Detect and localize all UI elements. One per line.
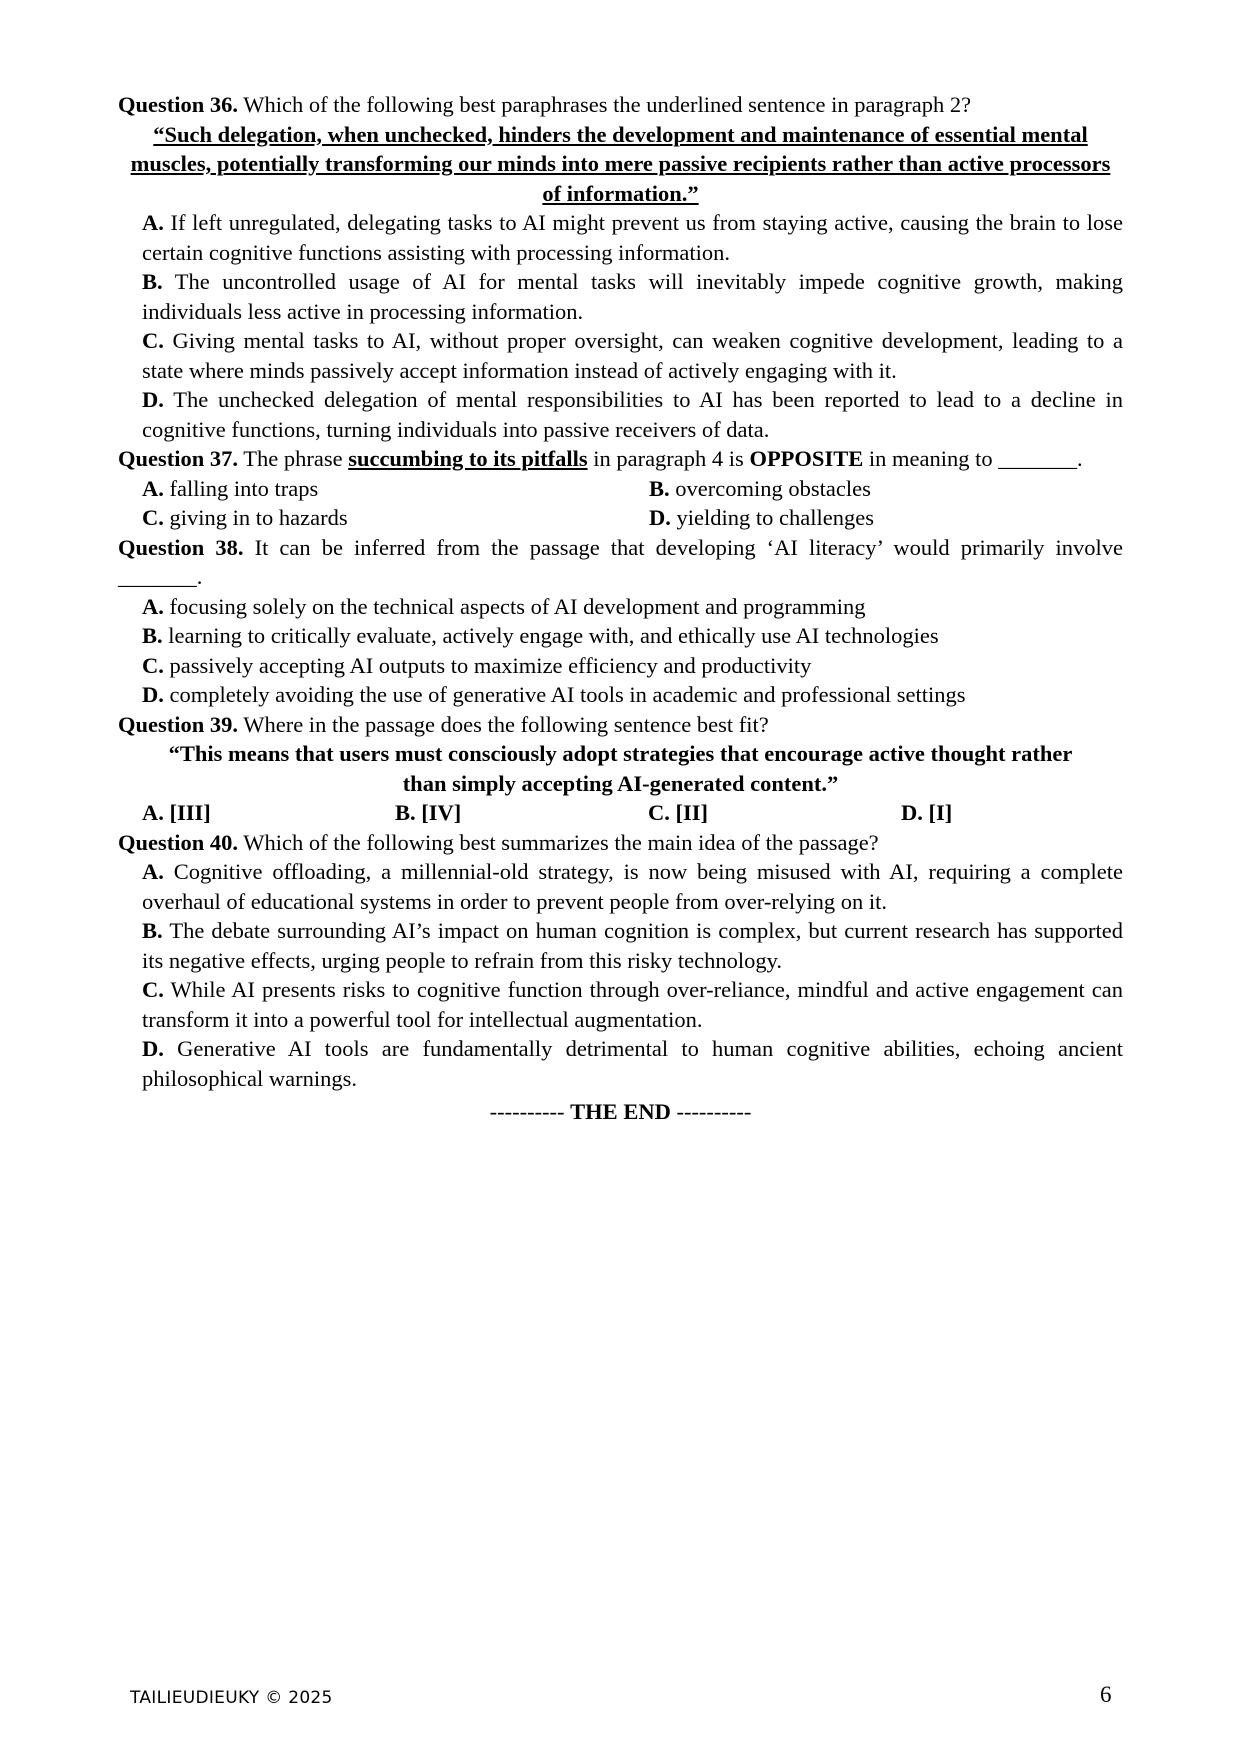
end-dashes-right: ---------- xyxy=(670,1099,752,1124)
question-37-options xyxy=(142,474,1123,533)
question-36-option-d xyxy=(142,385,1123,444)
question-40-option-b xyxy=(142,916,1123,975)
question-36-text: Which of the following best paraphrases the underlined sentence in paragraph 2? xyxy=(238,92,972,117)
option-text: overcoming obstacles xyxy=(669,475,871,501)
question-37-text-before: The phrase xyxy=(238,446,349,471)
question-38 xyxy=(118,533,1123,592)
page-number: 6 xyxy=(1100,1682,1112,1707)
option-letter: A. xyxy=(142,593,164,619)
question-39-quote: “This means that users must consciously adopt strategies that encourage active thought rather than simply accepting AI-generated content.” xyxy=(168,741,1073,796)
question-37-option-d xyxy=(649,503,1129,533)
option-letter: A. xyxy=(142,475,164,501)
question-37-text-mid: in paragraph 4 is xyxy=(587,446,750,471)
question-37 xyxy=(118,444,1123,474)
option-letter: C. xyxy=(142,328,164,353)
question-39-text: Where in the passage does the following sentence best fit? xyxy=(238,711,769,737)
question-36-label: Question 36. xyxy=(118,92,239,117)
option-letter: D. xyxy=(142,682,164,707)
question-39 xyxy=(118,710,1123,740)
question-36-option-c xyxy=(142,326,1123,385)
end-label: THE END xyxy=(570,1099,671,1124)
question-37-option-c xyxy=(142,503,649,533)
question-40-label: Question 40. xyxy=(118,829,239,855)
option-letter: C. xyxy=(142,652,164,678)
option-letter: D. xyxy=(649,505,671,530)
option-text: Giving mental tasks to AI, without proper oversight, can weaken cognitive development, leading to a state where minds passively accept information instead of actively engaging with it. xyxy=(142,328,1123,383)
option-text: The debate surrounding AI’s impact on human cognition is complex, but current research has supported its negative effects, urging people to refrain from this risky technology. xyxy=(142,918,1123,973)
option-text: The unchecked delegation of mental responsibilities to AI has been reported to lead to a decline in cognitive functions, turning individuals into passive receivers of data. xyxy=(142,387,1123,442)
option-letter: B. xyxy=(142,269,163,294)
option-text: focusing solely on the technical aspects of AI development and programming xyxy=(163,593,866,619)
question-39-options xyxy=(142,798,1123,828)
footer-source: TAILIEUDIEUKY © 2025 xyxy=(130,1688,333,1708)
option-letter: B. xyxy=(142,623,163,648)
option-letter: A. xyxy=(142,210,164,235)
question-36-option-a xyxy=(142,208,1123,267)
question-36-quote-text: “Such delegation, when unchecked, hinders the development and maintenance of essential mental muscles, potentially transforming our minds into mere passive recipients rather than active processors of information.” xyxy=(130,121,1111,206)
question-38-option-b xyxy=(142,621,1123,651)
question-39-option-c: C. [II] xyxy=(648,800,708,825)
document-page xyxy=(118,90,1123,1149)
question-39-option-b: B. [IV] xyxy=(395,800,462,825)
option-text: yielding to challenges xyxy=(670,505,874,530)
question-36-quote xyxy=(124,120,1117,209)
option-letter: C. xyxy=(142,977,164,1002)
option-text: While AI presents risks to cognitive function through over-reliance, mindful and active engagement can transform it into a powerful tool for intellectual augmentation. xyxy=(142,977,1123,1032)
option-text: giving in to hazards xyxy=(163,505,348,530)
option-letter: C. xyxy=(142,505,164,530)
option-letter: D. xyxy=(142,1036,164,1061)
option-text: completely avoiding the use of generative AI tools in academic and professional settings xyxy=(163,682,966,707)
question-40-option-d xyxy=(142,1034,1123,1093)
question-38-option-c xyxy=(142,651,1123,681)
question-37-underlined-phrase: succumbing to its pitfalls xyxy=(348,446,588,471)
question-37-emphasis: OPPOSITE xyxy=(749,446,864,471)
question-40-option-a xyxy=(142,857,1123,916)
question-38-text: It can be inferred from the passage that developing ‘AI literacy’ would primarily involve _______. xyxy=(118,534,1124,589)
question-36 xyxy=(118,90,1123,120)
question-40-option-c xyxy=(142,975,1123,1034)
question-38-option-a xyxy=(142,592,1123,622)
question-38-option-d xyxy=(142,680,1123,710)
option-text: learning to critically evaluate, actively engage with, and ethically use AI technologies xyxy=(162,623,939,648)
question-37-option-a xyxy=(142,474,649,504)
question-39-option-d: D. [I] xyxy=(901,800,953,825)
option-letter: B. xyxy=(142,918,163,943)
option-text: The uncontrolled usage of AI for mental tasks will inevitably impede cognitive growth, making individuals less active in processing information. xyxy=(142,269,1123,324)
option-text: Generative AI tools are fundamentally detrimental to human cognitive abilities, echoing ancient philosophical warnings. xyxy=(142,1036,1123,1091)
end-dashes-left: ---------- xyxy=(489,1099,571,1124)
question-37-text-after: in meaning to _______. xyxy=(863,446,1083,471)
option-text: passively accepting AI outputs to maximize efficiency and productivity xyxy=(163,652,812,678)
question-37-option-b xyxy=(649,474,1129,504)
the-end-marker xyxy=(118,1097,1123,1127)
question-40 xyxy=(118,828,1123,858)
option-text: Cognitive offloading, a millennial-old strategy, is now being misused with AI, requiring a complete overhaul of educational systems in order to prevent people from over-relying on it. xyxy=(142,859,1123,914)
question-36-option-b xyxy=(142,267,1123,326)
option-letter: A. xyxy=(142,859,164,884)
option-text: If left unregulated, delegating tasks to AI might prevent us from staying active, causing the brain to lose certain cognitive functions assisting with processing information. xyxy=(142,210,1123,265)
question-39-option-a: A. [III] xyxy=(142,800,211,825)
question-38-label: Question 38. xyxy=(118,534,244,560)
option-letter: B. xyxy=(649,475,670,501)
question-39-label: Question 39. xyxy=(118,711,239,737)
option-letter: D. xyxy=(142,387,164,412)
question-37-label: Question 37. xyxy=(118,446,239,471)
question-40-text: Which of the following best summarizes the main idea of the passage? xyxy=(238,829,879,855)
option-text: falling into traps xyxy=(163,475,319,501)
